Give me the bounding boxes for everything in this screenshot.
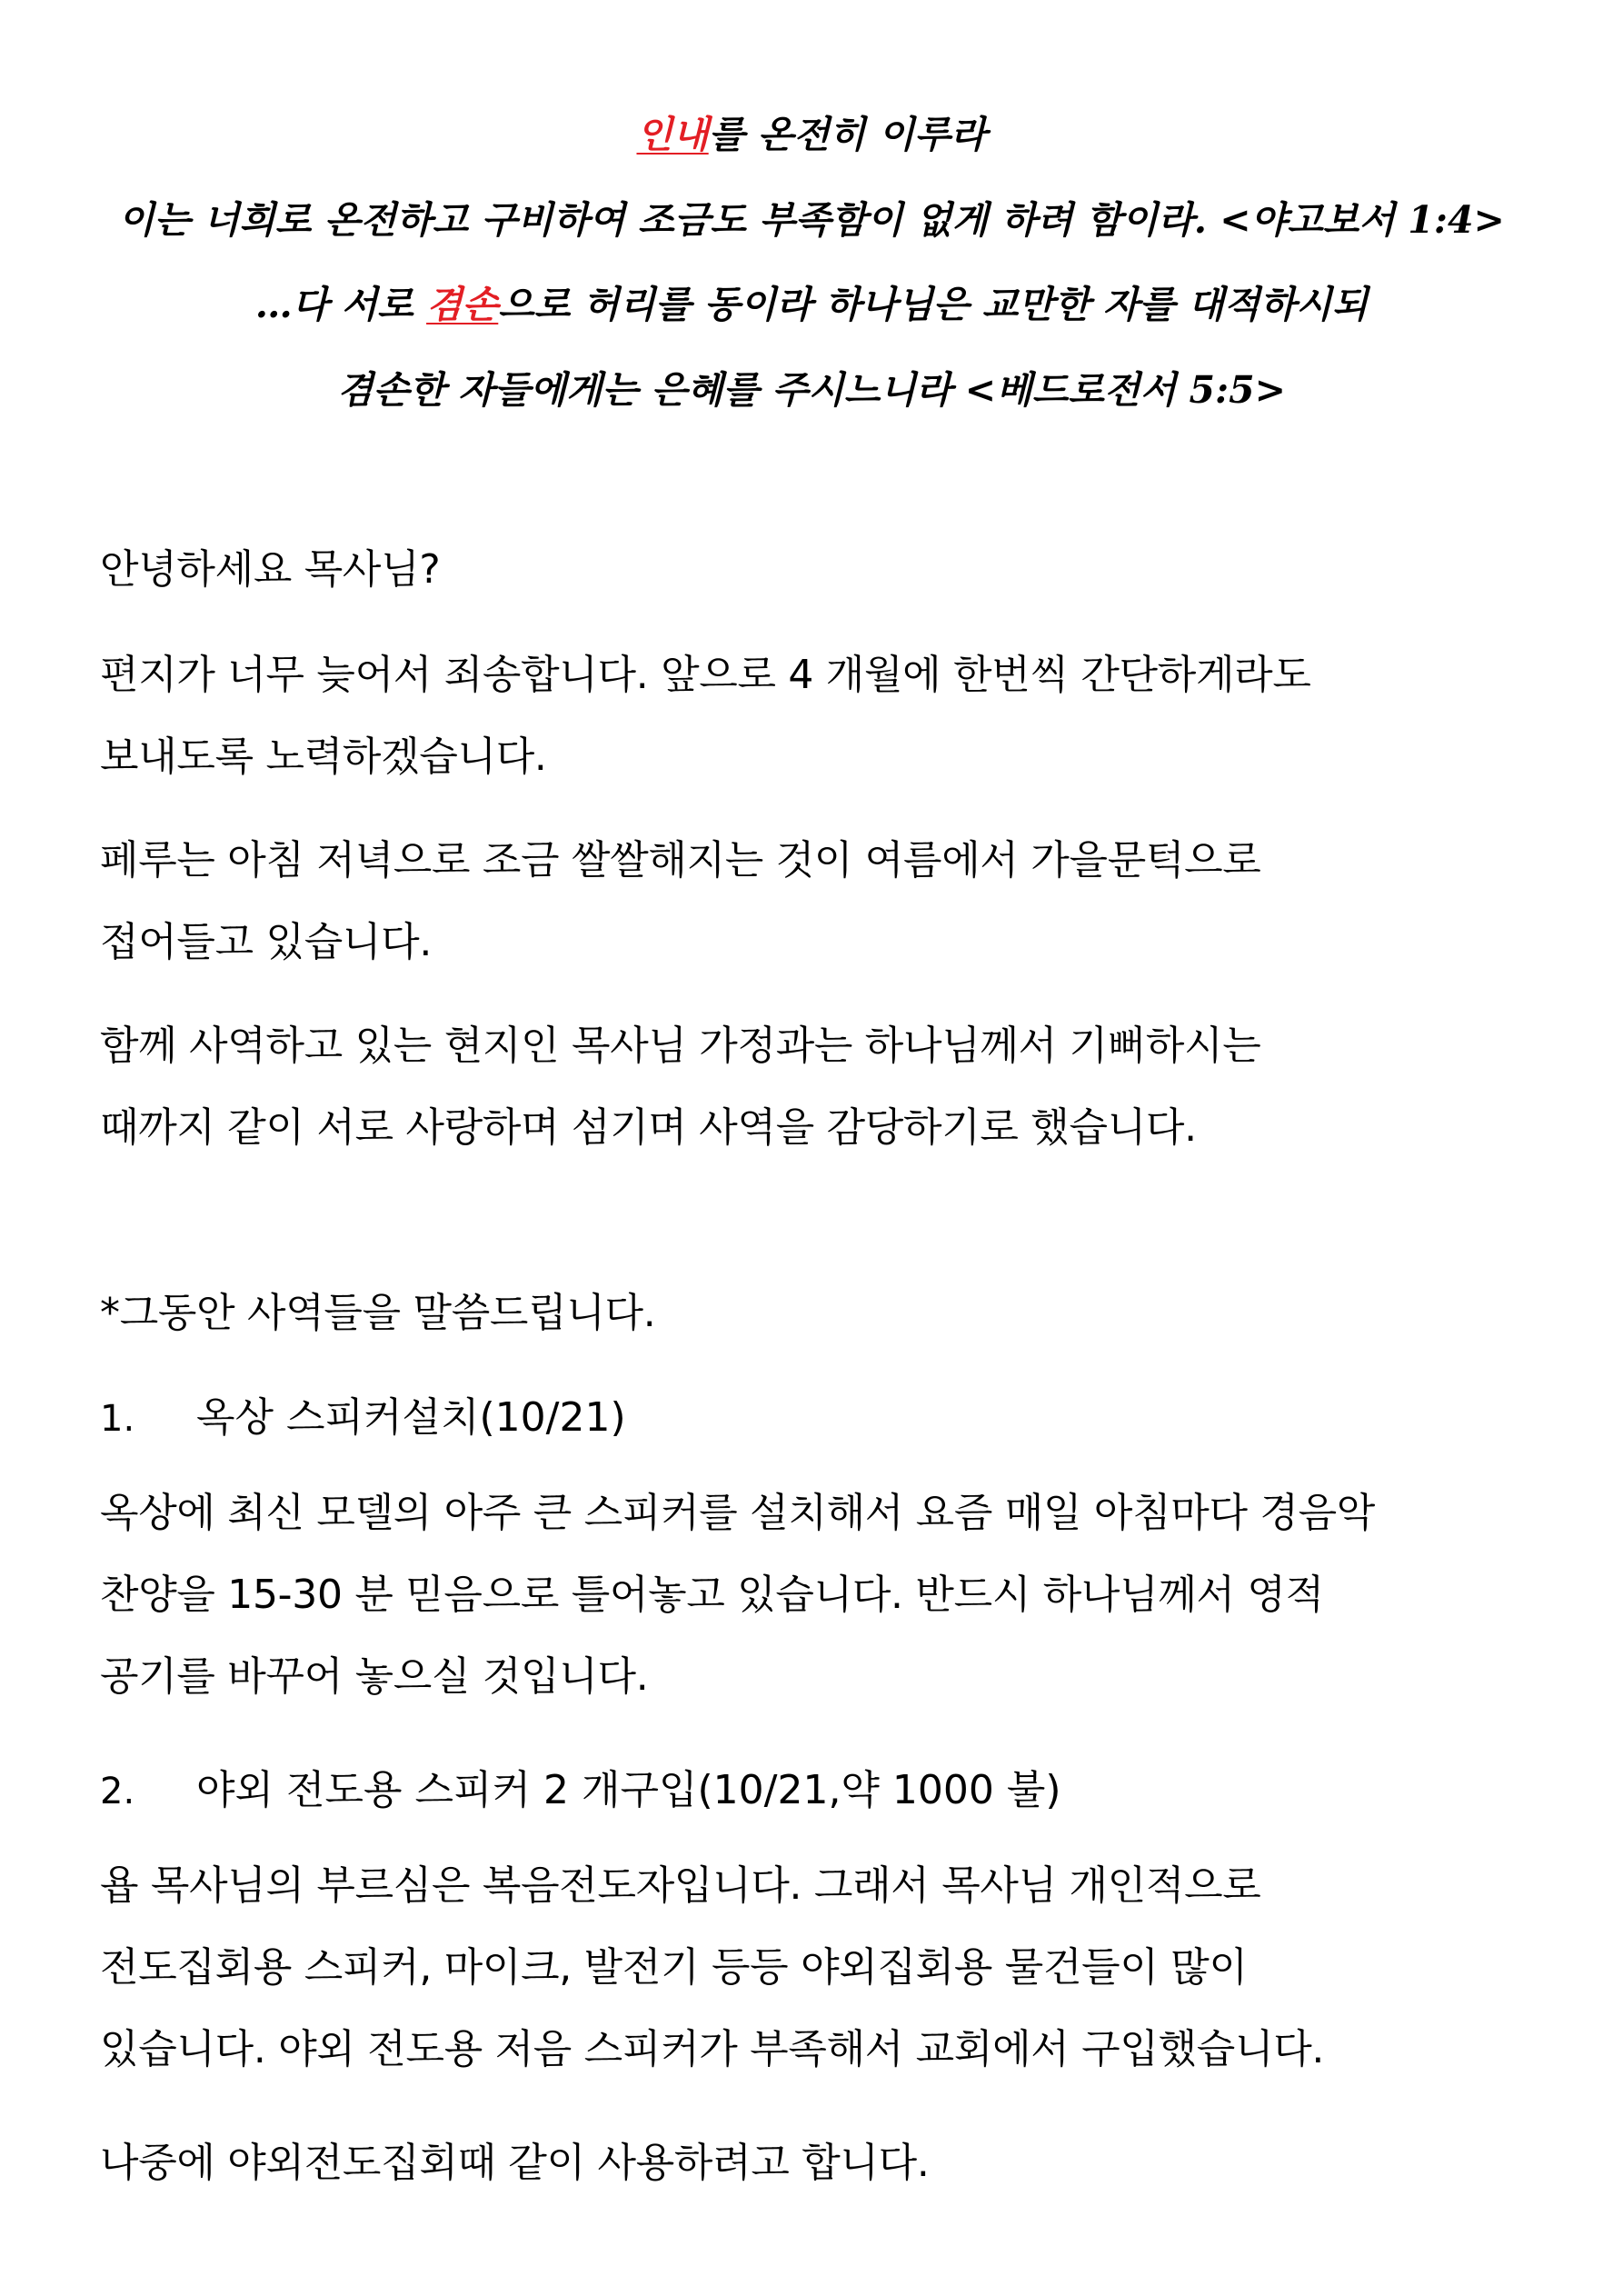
verse-line-1: 인내를 온전히 이루라 <box>636 113 987 156</box>
paragraph-2: 페루는 아침 저녁으로 조금 쌀쌀해지는 것이 여름에서 가을문턱으로 접어들고 있습니다. <box>100 837 1261 965</box>
item-2-extra: 나중에 야외전도집회때 같이 사용하려고 합니다. <box>100 2140 930 2186</box>
item-number: 2. <box>100 1771 135 1812</box>
item-number: 1. <box>100 1398 135 1440</box>
highlight-word-patience: 인내 <box>636 113 709 156</box>
verse-line-3: …다 서로 겸손으로 허리를 동이라 하나님은 교만한 자를 대적하시되 <box>254 283 1369 326</box>
highlight-word-humility: 겸손 <box>426 283 499 326</box>
paragraph-3: 함께 사역하고 있는 현지인 목사님 가정과는 하나님께서 기뻐하시는 때까지 같이 서로 사랑하며 섬기며 사역을 감당하기로 했습니다. <box>100 1023 1261 1151</box>
paragraph-1: 편지가 너무 늦어서 죄송합니다. 앞으로 4 개월에 한번씩 간단하게라도 보내도록 노력하겠습니다. <box>100 652 1311 780</box>
item-2-body: 욥 목사님의 부르심은 복음전도자입니다. 그래서 목사님 개인적으로 전도집회용 스피커, 마이크, 발전기 등등 야외집회용 물건들이 많이 있습니다. 야외 전도용 저음 스피커가 부족해서 교회에서 구입했습니다. <box>100 1862 1325 2072</box>
item-title: 옥상 스피커설치(10/21) <box>196 1394 626 1441</box>
verse-line-2: 이는 너희로 온전하고 구비하여 조금도 부족함이 없게 하려 함이라. <야고보서 1:4> <box>118 198 1505 242</box>
item-title: 야외 전도용 스피커 2 개구입(10/21,약 1000 불) <box>196 1767 1061 1813</box>
item-1-heading <box>100 1391 1554 1446</box>
verse-line-4: 겸손한 자들에게는 은혜를 주시느니라 <베드로전서 5:5> <box>337 368 1286 412</box>
item-2-heading <box>100 1763 1554 1819</box>
item-1-body: 옥상에 최신 모델의 아주 큰 스피커를 설치해서 요즘 매일 아침마다 경음악 찬양을 15-30 분 믿음으로 틀어놓고 있습니다. 반드시 하나님께서 영적 공기를 바꾸어 놓으실 것입니다. <box>100 1490 1375 1700</box>
section-intro: *그동안 사역들을 말씀드립니다. <box>100 1290 656 1336</box>
greeting: 안녕하세요 목사님? <box>100 546 441 593</box>
